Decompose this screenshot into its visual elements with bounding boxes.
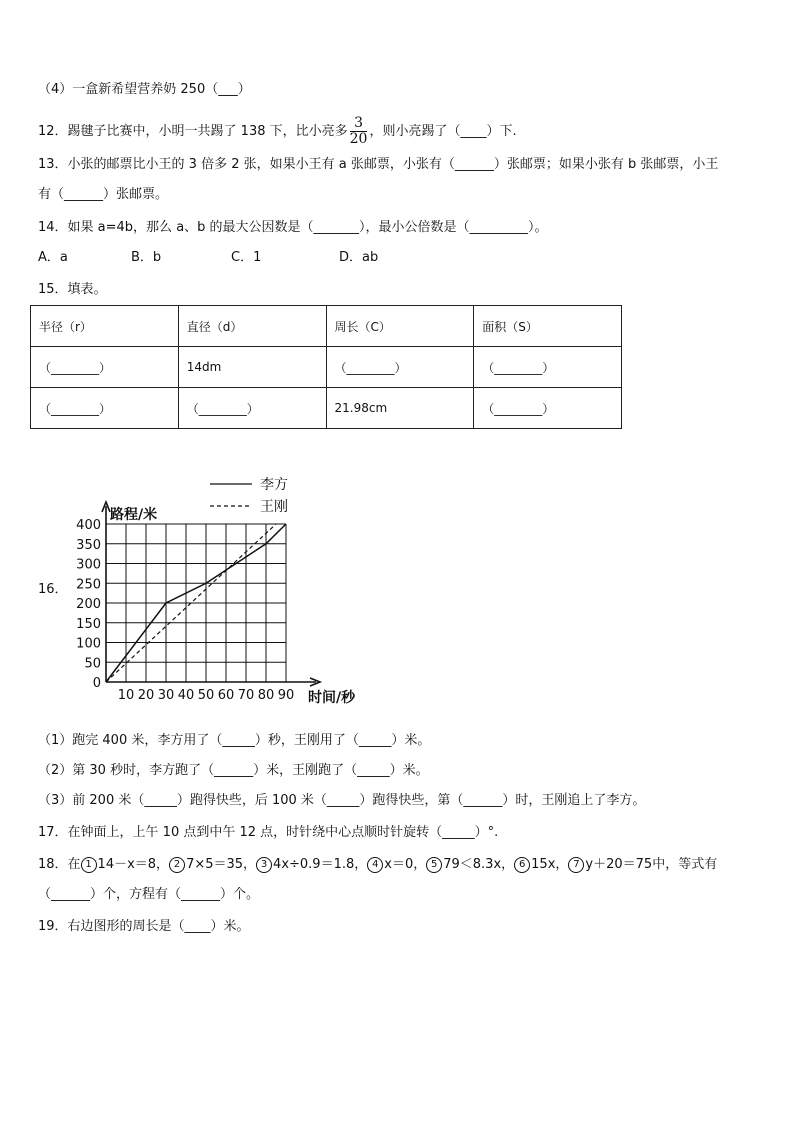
chart-legend <box>210 476 288 515</box>
q16-number: 16． <box>38 582 68 597</box>
header-circumference: 周长（C） <box>326 306 474 347</box>
circled-number: 6 <box>514 857 530 873</box>
table-row <box>31 347 622 388</box>
q18-item-text: x＝0， <box>384 857 427 872</box>
chart-svg <box>30 470 370 710</box>
q18-items <box>81 857 653 872</box>
table-cell: 21.98cm <box>326 388 474 429</box>
legend-label: 王刚 <box>260 499 288 515</box>
header-diameter: 直径（d） <box>178 306 326 347</box>
y-tick-label: 100 <box>76 636 101 652</box>
table-cell: （________） <box>474 388 622 429</box>
y-tick-label: 0 <box>92 676 101 691</box>
header-area: 面积（S） <box>474 306 622 347</box>
q18-item-text: 4x÷0.9＝1.8， <box>273 857 368 872</box>
q18-item <box>514 857 568 872</box>
legend-label: 李方 <box>260 477 288 493</box>
y-tick-label: 300 <box>76 557 101 573</box>
q18-item-text: 79＜8.3x， <box>443 857 515 872</box>
circled-number: 2 <box>169 857 185 873</box>
q11-part4: （4）一盒新希望营养奶 250（___） <box>38 82 251 97</box>
x-tick-label: 50 <box>197 688 215 703</box>
fraction-numerator: 3 <box>350 116 368 132</box>
q18-item-text: 15x， <box>531 857 569 872</box>
table-cell: （________） <box>31 388 179 429</box>
x-tick-label: 70 <box>237 688 255 703</box>
circled-number: 4 <box>367 857 383 873</box>
x-tick-label: 60 <box>217 688 235 703</box>
x-tick-label: 80 <box>257 688 275 703</box>
q18-line1 <box>38 855 717 875</box>
q13-line1: 13．小张的邮票比小王的 3 倍多 2 张，如果小王有 a 张邮票，小张有（______）张邮票；如果小张有 b 张邮票，小王 <box>38 157 719 172</box>
y-axis-title: 路程/米 <box>110 507 158 523</box>
x-tick-label: 90 <box>277 688 295 703</box>
q18-prefix: 18．在 <box>38 857 81 872</box>
table-cell: （________） <box>326 347 474 388</box>
q12 <box>38 116 517 147</box>
table-cell: （________） <box>178 388 326 429</box>
fraction-3-20 <box>350 116 368 147</box>
q16-part2: （2）第 30 秒时，李方跑了（______）米，王刚跑了（_____）米。 <box>38 763 429 778</box>
circled-number: 1 <box>81 857 97 873</box>
q14-option-b: B．b <box>131 250 162 265</box>
y-tick-label: 150 <box>76 616 101 632</box>
x-tick-label: 40 <box>177 688 195 703</box>
q17: 17．在钟面上，上午 10 点到中午 12 点，时针绕中心点顺时针旋转（_____）°. <box>38 825 499 840</box>
q18-item-text: 14－x＝8， <box>97 857 170 872</box>
circled-number: 5 <box>426 857 442 873</box>
q16-part1: （1）跑完 400 米，李方用了（_____）秒，王刚用了（_____）米。 <box>38 733 431 748</box>
q18-item <box>169 857 256 872</box>
q18-line2: （______）个，方程有（______）个。 <box>38 887 260 902</box>
table-cell: 14dm <box>178 347 326 388</box>
q14-option-c: C．1 <box>231 250 262 265</box>
q16-part3: （3）前 200 米（_____）跑得快些，后 100 米（_____）跑得快些，第（______）时，王刚追上了李方。 <box>38 793 646 808</box>
circled-number: 3 <box>256 857 272 873</box>
y-tick-label: 50 <box>84 656 101 672</box>
q12-stem-pre: 12．踢毽子比赛中，小明一共踢了 138 下，比小亮多 <box>38 124 348 139</box>
circle-table <box>30 305 622 429</box>
q15-title: 15．填表。 <box>38 282 107 297</box>
x-axis-title: 时间/秒 <box>308 690 356 706</box>
q14-stem: 14．如果 a=4b，那么 a、b 的最大公因数是（_______），最小公倍数是（_________）。 <box>38 220 548 235</box>
y-tick-label: 350 <box>76 537 101 553</box>
x-tick-label: 10 <box>117 688 135 703</box>
y-tick-label: 200 <box>76 597 101 612</box>
q19: 19．右边图形的周长是（____）米。 <box>38 919 250 934</box>
y-tick-label: 250 <box>76 577 101 593</box>
chart-ticks <box>76 518 294 703</box>
y-tick-label: 400 <box>76 518 101 533</box>
q14-option-d: D．ab <box>339 250 379 265</box>
distance-time-chart <box>30 470 370 714</box>
q18-item <box>81 857 170 872</box>
q12-stem-post: ，则小亮踢了（____）下. <box>369 124 517 139</box>
q18-item-text: 7×5＝35， <box>186 857 257 872</box>
q18-suffix: 中，等式有 <box>652 857 718 872</box>
q13-line2: 有（______）张邮票。 <box>38 187 169 202</box>
table-header-row <box>31 306 622 347</box>
header-radius: 半径（r） <box>31 306 179 347</box>
table-row <box>31 388 622 429</box>
chart-axes <box>102 502 356 706</box>
q18-item-text: y＋20＝75 <box>585 857 653 872</box>
table-cell: （________） <box>31 347 179 388</box>
fraction-denominator: 20 <box>349 131 368 147</box>
q18-item <box>367 857 426 872</box>
x-tick-label: 20 <box>137 688 155 703</box>
x-tick-label: 30 <box>157 688 175 703</box>
q18-item <box>568 857 652 872</box>
table-cell: （________） <box>474 347 622 388</box>
q14-option-a: A．a <box>38 250 68 265</box>
q18-item <box>426 857 514 872</box>
circled-number: 7 <box>568 857 584 873</box>
q18-item <box>256 857 367 872</box>
